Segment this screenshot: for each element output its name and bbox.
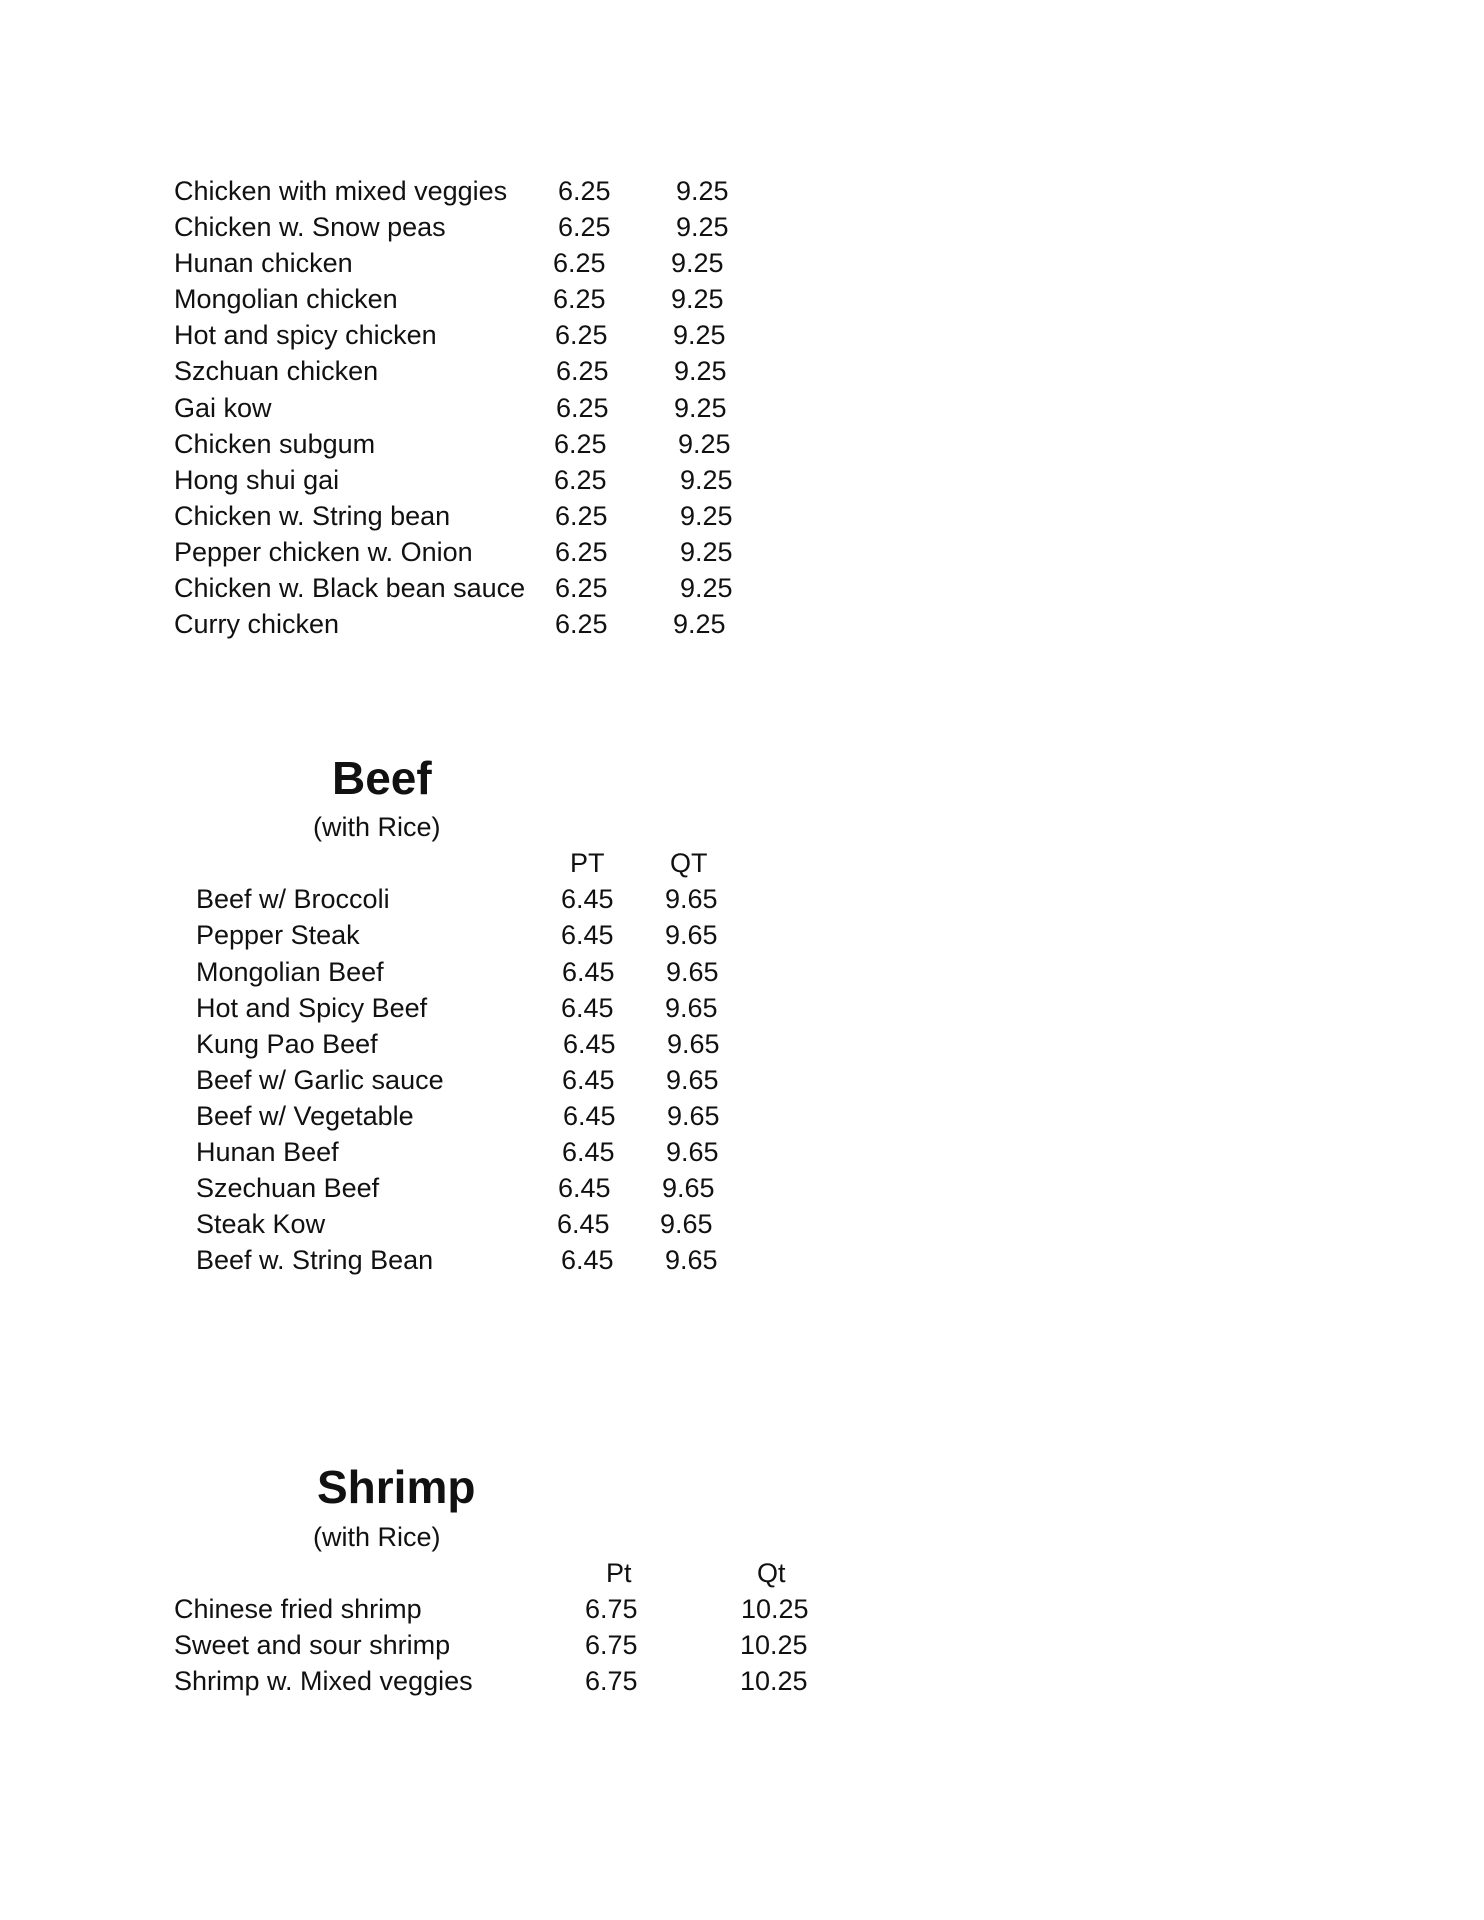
menu-item xyxy=(0,881,900,917)
item-name: Chicken w. Snow peas xyxy=(174,212,446,242)
section-title: Shrimp xyxy=(317,1461,476,1513)
menu-item xyxy=(0,173,900,209)
item-price-pt: 6.25 xyxy=(558,176,611,206)
item-price-pt: 6.25 xyxy=(558,212,611,242)
item-price-pt: 6.45 xyxy=(561,920,614,950)
menu-item xyxy=(0,209,900,245)
item-price-pt: 6.25 xyxy=(555,537,608,567)
item-name: Szchuan chicken xyxy=(174,356,379,386)
menu-item xyxy=(0,281,900,317)
item-price-qt: 9.65 xyxy=(666,957,719,987)
item-price-pt: 6.75 xyxy=(585,1630,638,1660)
item-price-qt: 9.65 xyxy=(666,1065,719,1095)
item-name: Steak Kow xyxy=(196,1209,326,1239)
menu-item xyxy=(0,606,900,642)
item-name: Chicken subgum xyxy=(174,429,376,459)
menu-item xyxy=(0,534,900,570)
menu-item xyxy=(0,1026,900,1062)
item-name: Szechuan Beef xyxy=(196,1173,380,1203)
item-price-pt: 6.25 xyxy=(556,356,609,386)
item-price-qt: 10.25 xyxy=(740,1630,808,1660)
menu-item xyxy=(0,426,900,462)
item-name: Sweet and sour shrimp xyxy=(174,1630,451,1660)
item-price-qt: 10.25 xyxy=(740,1666,808,1696)
menu-item xyxy=(0,462,900,498)
item-price-qt: 9.25 xyxy=(676,212,729,242)
item-price-qt: 9.25 xyxy=(674,356,727,386)
item-name: Beef w/ Broccoli xyxy=(196,884,390,914)
menu-item xyxy=(0,1062,900,1098)
item-price-qt: 9.25 xyxy=(673,609,726,639)
item-price-pt: 6.45 xyxy=(563,1101,616,1131)
item-price-pt: 6.45 xyxy=(563,1029,616,1059)
menu-item xyxy=(0,317,900,353)
item-name: Shrimp w. Mixed veggies xyxy=(174,1666,473,1696)
item-name: Beef w/ Vegetable xyxy=(196,1101,414,1131)
menu-item xyxy=(0,1663,900,1699)
item-price-qt: 9.65 xyxy=(662,1173,715,1203)
item-price-pt: 6.75 xyxy=(585,1594,638,1624)
item-price-pt: 6.75 xyxy=(585,1666,638,1696)
item-name: Hunan chicken xyxy=(174,248,353,278)
item-name: Hong shui gai xyxy=(174,465,340,495)
column-header-qt: Qt xyxy=(757,1558,786,1588)
menu-item xyxy=(0,1206,900,1242)
item-name: Chicken w. String bean xyxy=(174,501,451,531)
item-price-pt: 6.45 xyxy=(561,884,614,914)
item-price-qt: 9.25 xyxy=(680,501,733,531)
item-price-qt: 9.65 xyxy=(665,993,718,1023)
item-price-qt: 9.65 xyxy=(666,1137,719,1167)
column-header-pt: PT xyxy=(570,848,605,878)
item-name: Chicken with mixed veggies xyxy=(174,176,508,206)
item-price-pt: 6.45 xyxy=(562,1065,615,1095)
item-price-qt: 9.25 xyxy=(680,465,733,495)
item-name: Mongolian chicken xyxy=(174,284,398,314)
item-price-qt: 9.65 xyxy=(665,920,718,950)
item-price-qt: 9.25 xyxy=(671,248,724,278)
menu-item xyxy=(0,1242,900,1278)
item-price-pt: 6.25 xyxy=(553,284,606,314)
item-name: Curry chicken xyxy=(174,609,340,639)
item-price-pt: 6.45 xyxy=(561,993,614,1023)
menu-item xyxy=(0,1098,900,1134)
item-name: Chinese fried shrimp xyxy=(174,1594,422,1624)
item-price-pt: 6.25 xyxy=(555,573,608,603)
item-name: Hunan Beef xyxy=(196,1137,339,1167)
item-price-pt: 6.45 xyxy=(562,957,615,987)
section-title: Beef xyxy=(332,752,432,804)
section-subtitle: (with Rice) xyxy=(313,812,441,842)
item-name: Kung Pao Beef xyxy=(196,1029,378,1059)
item-price-pt: 6.45 xyxy=(557,1209,610,1239)
item-price-qt: 9.65 xyxy=(667,1101,720,1131)
item-price-pt: 6.45 xyxy=(562,1137,615,1167)
item-name: Hot and spicy chicken xyxy=(174,320,437,350)
item-price-qt: 9.25 xyxy=(671,284,724,314)
menu-item xyxy=(0,990,900,1026)
menu-item xyxy=(0,390,900,426)
menu-item xyxy=(0,917,900,953)
item-name: Beef w/ Garlic sauce xyxy=(196,1065,444,1095)
section-subtitle: (with Rice) xyxy=(313,1522,441,1552)
item-price-qt: 9.65 xyxy=(660,1209,713,1239)
menu-item xyxy=(0,353,900,389)
item-name: Hot and Spicy Beef xyxy=(196,993,428,1023)
item-name: Gai kow xyxy=(174,393,272,423)
item-price-qt: 9.25 xyxy=(680,537,733,567)
item-price-pt: 6.25 xyxy=(554,465,607,495)
item-price-qt: 9.25 xyxy=(673,320,726,350)
menu-item xyxy=(0,1627,900,1663)
menu-item xyxy=(0,570,900,606)
item-name: Pepper Steak xyxy=(196,920,360,950)
menu-item xyxy=(0,498,900,534)
item-price-qt: 9.65 xyxy=(665,884,718,914)
item-price-pt: 6.25 xyxy=(556,393,609,423)
menu-item xyxy=(0,245,900,281)
item-name: Chicken w. Black bean sauce xyxy=(174,573,526,603)
item-price-pt: 6.25 xyxy=(555,501,608,531)
column-header-pt: Pt xyxy=(606,1558,632,1588)
item-price-qt: 9.25 xyxy=(680,573,733,603)
menu-item xyxy=(0,1134,900,1170)
item-price-pt: 6.25 xyxy=(555,320,608,350)
item-price-pt: 6.45 xyxy=(561,1245,614,1275)
item-price-qt: 9.25 xyxy=(676,176,729,206)
item-price-pt: 6.25 xyxy=(553,248,606,278)
item-name: Mongolian Beef xyxy=(196,957,384,987)
item-price-qt: 9.65 xyxy=(667,1029,720,1059)
item-price-qt: 9.65 xyxy=(665,1245,718,1275)
item-price-qt: 10.25 xyxy=(741,1594,809,1624)
item-price-qt: 9.25 xyxy=(674,393,727,423)
menu-item xyxy=(0,1170,900,1206)
item-name: Beef w. String Bean xyxy=(196,1245,434,1275)
column-header-qt: QT xyxy=(670,848,708,878)
menu-item xyxy=(0,954,900,990)
item-price-pt: 6.25 xyxy=(554,429,607,459)
menu-item xyxy=(0,1591,900,1627)
item-price-pt: 6.45 xyxy=(558,1173,611,1203)
item-price-qt: 9.25 xyxy=(678,429,731,459)
item-name: Pepper chicken w. Onion xyxy=(174,537,473,567)
item-price-pt: 6.25 xyxy=(555,609,608,639)
